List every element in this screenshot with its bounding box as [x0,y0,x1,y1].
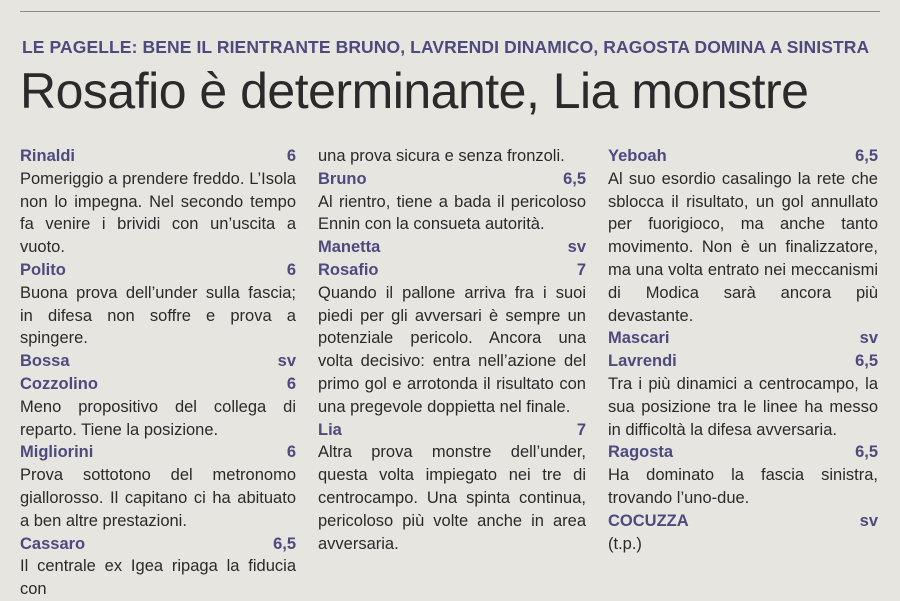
player-rating [20,259,296,282]
headline: Rosafio è determinante, Lia monstre [20,63,809,119]
player-score: sv [567,238,586,257]
player-rating [608,327,878,350]
player-rating [608,145,878,168]
player-name: Rinaldi [20,147,76,165]
player-score: sv [859,511,878,530]
player-score: 6,5 [855,443,878,462]
player-comment: Buona prova dell’under sulla fascia; in difesa non soffre e prova a spingere. [20,283,296,348]
player-name: Rosafio [318,260,379,279]
player-comment: Tra i più dinamici a centrocampo, la sua posizione tra le linee ha messo in difficoltà la difesa avversaria. [608,374,878,439]
player-comment: Prova sottotono del metronomo giallorosso. Il capitano ci ha abituato a ben altre prestazioni. [20,466,296,530]
player-rating [318,419,586,442]
player-comment: Quando il pallone arriva fra i suoi piedi per gli avversari è sempre un potenziale pericolo. Ancora una volta decisivo: entra nell’azione del primo gol e arrotonda il risultato con una pregevole doppietta nel finale. [318,283,586,416]
top-rule [20,11,880,12]
player-rating [20,533,296,556]
player-name: Manetta [318,238,381,257]
player-name: Yeboah [608,147,667,165]
player-rating [608,510,878,533]
player-name: Lia [318,420,342,439]
player-score: sv [277,352,296,371]
player-comment: Meno propositivo del collega di reparto. Tiene la posizione. [20,397,296,439]
player-rating [20,373,296,396]
player-score: 7 [576,260,586,279]
player-name: Cassaro [20,534,86,553]
column-1 [20,145,296,601]
column-3 [608,145,878,555]
player-comment: Al suo esordio casalingo la rete che sblocca il risultato, un gol annullato per fuorigioco, ma anche tanto movimento. Non è un finalizzatore, ma una volta entrato nei meccanismi di Modica sarà ancora più devastante. [608,169,878,325]
player-rating [20,350,296,373]
player-name: Bossa [20,352,70,371]
player-rating [20,441,296,464]
player-rating [608,441,878,464]
player-score: 6 [286,443,296,462]
player-rating [318,259,586,282]
player-comment: Al rientro, tiene a bada il pericoloso Ennin con la consueta autorità. [318,192,586,234]
column-2 [318,145,586,555]
player-score: 6 [286,260,296,279]
player-name: Ragosta [608,443,674,462]
player-score: sv [859,329,878,348]
player-comment: (t.p.) [608,534,642,553]
player-name: Cozzolino [20,374,98,393]
continued-comment: una prova sicura e senza fronzoli. [318,147,565,165]
player-comment: Ha dominato la fascia sinistra, trovando l’uno-due. [608,466,878,507]
player-comment: Altra prova monstre dell’under, questa volta impiegato nei tre di centrocampo. Una spinta continua, pericoloso più volte anche in area avversaria. [318,443,586,553]
player-score: 6 [286,147,296,165]
player-name: Lavrendi [608,352,677,371]
player-name: Polito [20,260,66,279]
kicker: LE PAGELLE: BENE IL RIENTRANTE BRUNO, LAVRENDI DINAMICO, RAGOSTA DOMINA A SINISTRA [22,37,870,57]
player-name: Mascari [608,329,670,348]
player-rating [318,236,586,259]
player-name: Bruno [318,169,367,188]
player-name: Migliorini [20,443,94,462]
player-rating [20,145,296,168]
player-score: 6,5 [855,147,878,165]
player-score: 6,5 [855,352,878,371]
player-comment: Pomeriggio a prendere freddo. L’Isola non lo impegna. Nel secondo tempo fa venire i brividi con un’uscita a vuoto. [20,169,296,257]
player-rating [318,168,586,191]
player-comment: Il centrale ex Igea ripaga la fiducia con [20,557,296,599]
player-name: COCUZZA [608,511,689,530]
player-score: 6,5 [273,534,296,553]
player-score: 6,5 [563,169,586,188]
player-score: 7 [576,420,586,439]
player-score: 6 [286,374,296,393]
player-rating [608,350,878,373]
